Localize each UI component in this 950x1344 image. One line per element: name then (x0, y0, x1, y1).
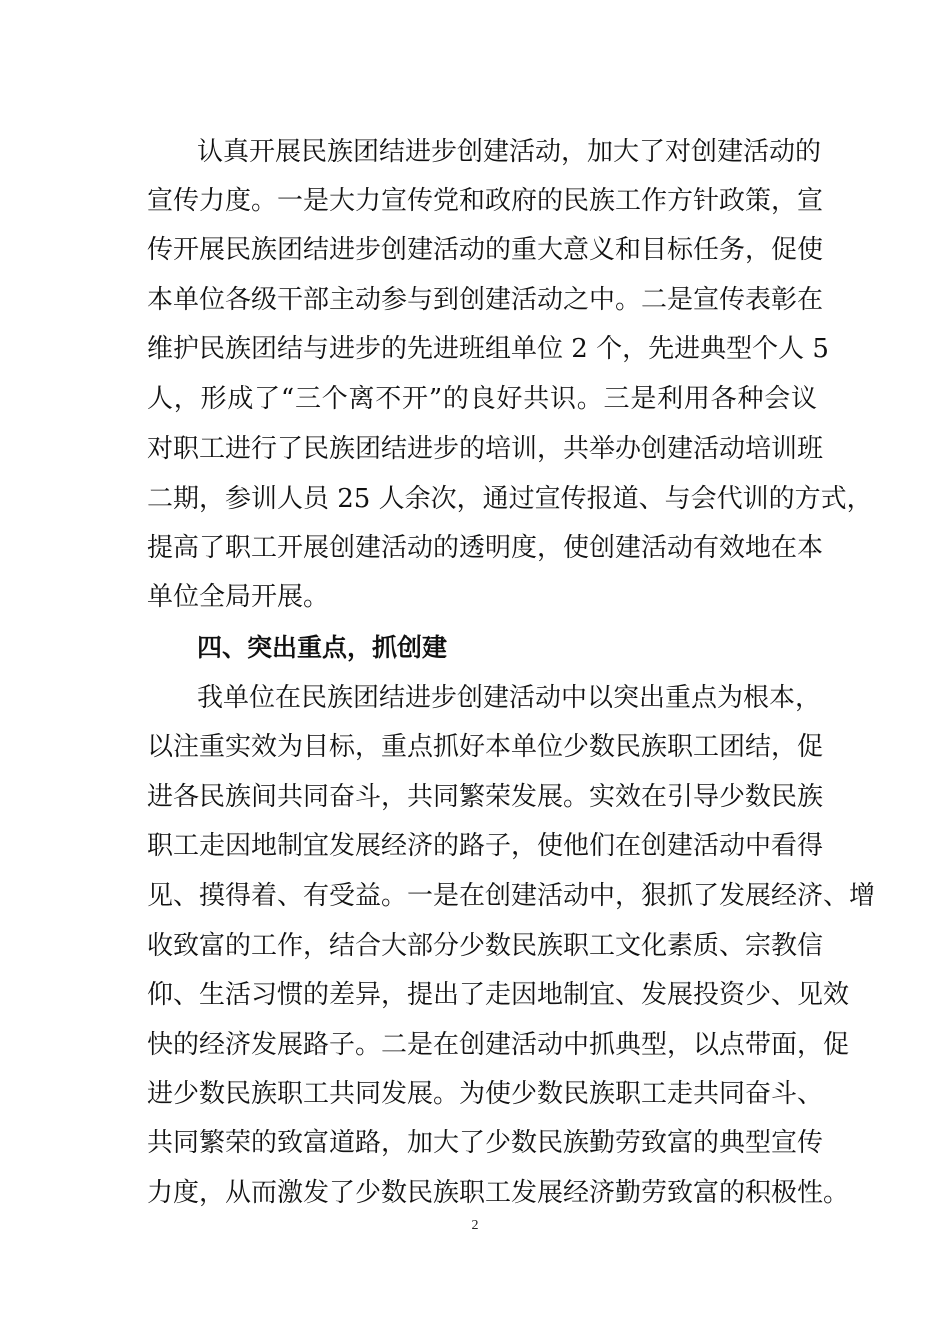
paragraph-1-line: 本单位各级干部主动参与到创建活动之中。二是宣传表彰在 (147, 285, 824, 315)
paragraph-1-line: 二期，参训人员 25 人余次，通过宣传报道、与会代训的方式， (147, 484, 873, 514)
section-heading: 四、突出重点，抓创建 (197, 633, 448, 662)
paragraph-1-line: 提高了职工开展创建活动的透明度，使创建活动有效地在本 (147, 533, 824, 563)
paragraph-1-line: 传开展民族团结进步创建活动的重大意义和目标任务，促使 (147, 235, 824, 265)
page-number: 2 (471, 1218, 479, 1233)
paragraph-1-line: 认真开展民族团结进步创建活动，加大了对创建活动的 (197, 137, 822, 167)
paragraph-1-line: 维护民族团结与进步的先进班组单位 2 个，先进典型个人 5 (147, 334, 829, 364)
paragraph-2-line: 力度，从而激发了少数民族职工发展经济勤劳致富的积极性。 (147, 1178, 850, 1208)
paragraph-2-line: 以注重实效为目标，重点抓好本单位少数民族职工团结，促 (147, 732, 824, 762)
paragraph-1-line: 对职工进行了民族团结进步的培训，共举办创建活动培训班 (147, 434, 824, 464)
paragraph-2-line: 共同繁荣的致富道路，加大了少数民族勤劳致富的典型宣传 (147, 1128, 824, 1158)
paragraph-2-line: 见、摸得着、有受益。一是在创建活动中，狠抓了发展经济、增 (147, 881, 876, 911)
paragraph-2-line: 我单位在民族团结进步创建活动中以突出重点为根本， (197, 683, 822, 713)
paragraph-2-line: 收致富的工作，结合大部分少数民族职工文化素质、宗教信 (147, 931, 824, 961)
paragraph-2-line: 仰、生活习惯的差异，提出了走因地制宜、发展投资少、见效 (147, 980, 850, 1010)
paragraph-1-line: 单位全局开展。 (147, 582, 330, 612)
paragraph-1-line: 宣传力度。一是大力宣传党和政府的民族工作方针政策，宣 (147, 186, 824, 216)
paragraph-2-line: 进少数民族职工共同发展。为使少数民族职工走共同奋斗、 (147, 1079, 824, 1109)
paragraph-2-line: 职工走因地制宜发展经济的路子，使他们在创建活动中看得 (147, 831, 824, 861)
paragraph-1-line: 人，形成了“三个离不开”的良好共识。三是利用各种会议 (147, 384, 817, 414)
paragraph-2-line: 进各民族间共同奋斗，共同繁荣发展。实效在引导少数民族 (147, 782, 824, 812)
paragraph-2-line: 快的经济发展路子。二是在创建活动中抓典型，以点带面，促 (147, 1030, 850, 1060)
